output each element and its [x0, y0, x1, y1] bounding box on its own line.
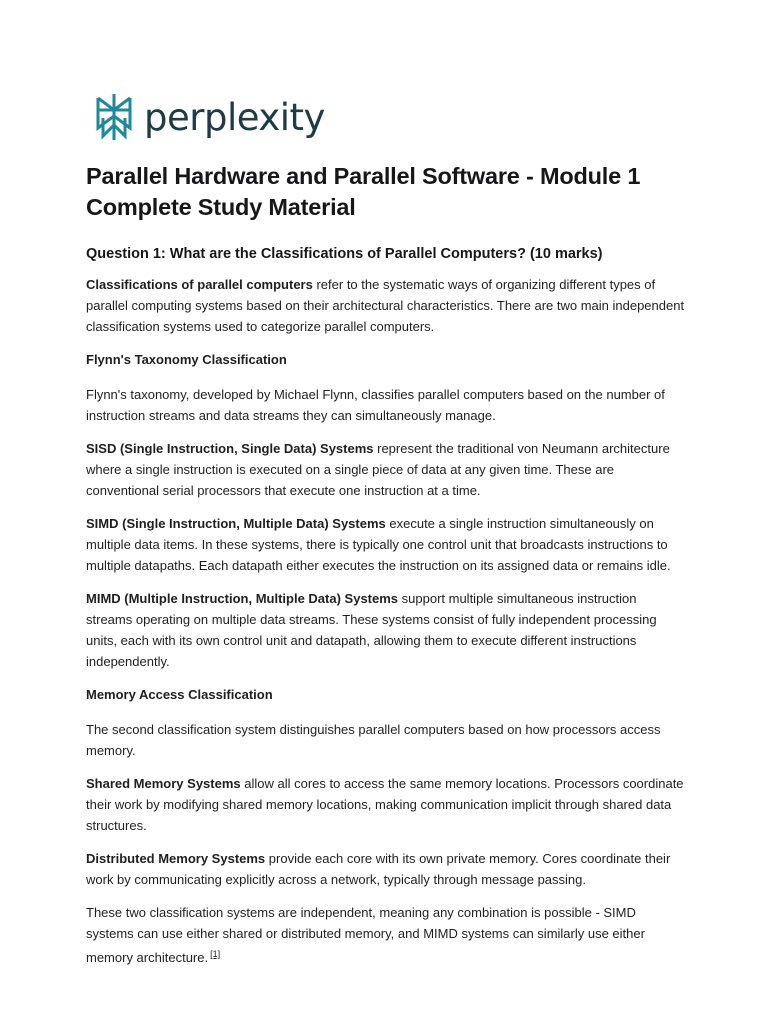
simd-lead: SIMD (Single Instruction, Multiple Data) Systems — [86, 516, 386, 531]
distributed-text: provide each core with its own private memory. Cores coordinate their work by communicating explicitly across a network, typically through message passing. — [86, 851, 671, 887]
mimd-paragraph — [86, 588, 686, 672]
distributed-lead: Distributed Memory Systems — [86, 851, 266, 866]
citation-link[interactable]: [1] — [210, 949, 221, 959]
question-heading: Question 1: What are the Classifications of Parallel Computers? (10 marks) — [86, 246, 603, 262]
memory-paragraph: The second classification system distinguishes parallel computers based on how processors access memory. — [86, 722, 661, 758]
closing-text: These two classification systems are independent, meaning any combination is possible - SIMD systems can use either shared or distributed memory, and MIMD systems can similarly use either memory architecture. — [86, 905, 645, 965]
simd-text: execute a single instruction simultaneously on multiple data items. In these systems, there is typically one control unit that broadcasts instructions to multiple datapaths. Each datapath either executes the instruction on its assigned data or remains idle. — [86, 516, 671, 573]
document-body — [86, 161, 686, 968]
flynn-paragraph: Flynn's taxonomy, developed by Michael Flynn, classifies parallel computers based on the number of instruction streams and data streams they can simultaneously manage. — [86, 387, 665, 423]
memory-heading: Memory Access Classification — [86, 687, 273, 702]
mimd-lead: MIMD (Multiple Instruction, Multiple Data) Systems — [86, 591, 399, 606]
sisd-lead: SISD (Single Instruction, Single Data) Systems — [86, 441, 374, 456]
brand-logo — [94, 92, 325, 142]
shared-paragraph — [86, 773, 686, 836]
shared-text: allow all cores to access the same memory locations. Processors coordinate their work by modifying shared memory locations, making communication implicit through shared data structures. — [86, 776, 684, 833]
simd-paragraph — [86, 513, 686, 576]
intro-text: refer to the systematic ways of organizing different types of parallel computing systems based on their architectural characteristics. There are two main independent classification systems used to categorize parallel computers. — [86, 277, 685, 334]
perplexity-logo-icon — [94, 92, 134, 142]
intro-paragraph — [86, 274, 686, 337]
distributed-paragraph — [86, 848, 686, 890]
sisd-text: represent the traditional von Neumann architecture where a single instruction is executed on a single piece of data at any given time. These are conventional serial processors that execute one instruction at a time. — [86, 441, 670, 498]
sisd-paragraph — [86, 438, 686, 501]
intro-lead: Classifications of parallel computers — [86, 277, 313, 292]
document-title: Parallel Hardware and Parallel Software - Module 1 Complete Study Material — [86, 163, 641, 220]
brand-wordmark: perplexity — [144, 95, 325, 139]
shared-lead: Shared Memory Systems — [86, 776, 241, 791]
closing-paragraph — [86, 902, 686, 968]
mimd-text: support multiple simultaneous instruction streams operating on multiple data streams. These systems consist of fully independent processing units, each with its own control unit and datapath, allowing them to execute different instructions independently. — [86, 591, 657, 669]
flynn-heading: Flynn's Taxonomy Classification — [86, 352, 287, 367]
